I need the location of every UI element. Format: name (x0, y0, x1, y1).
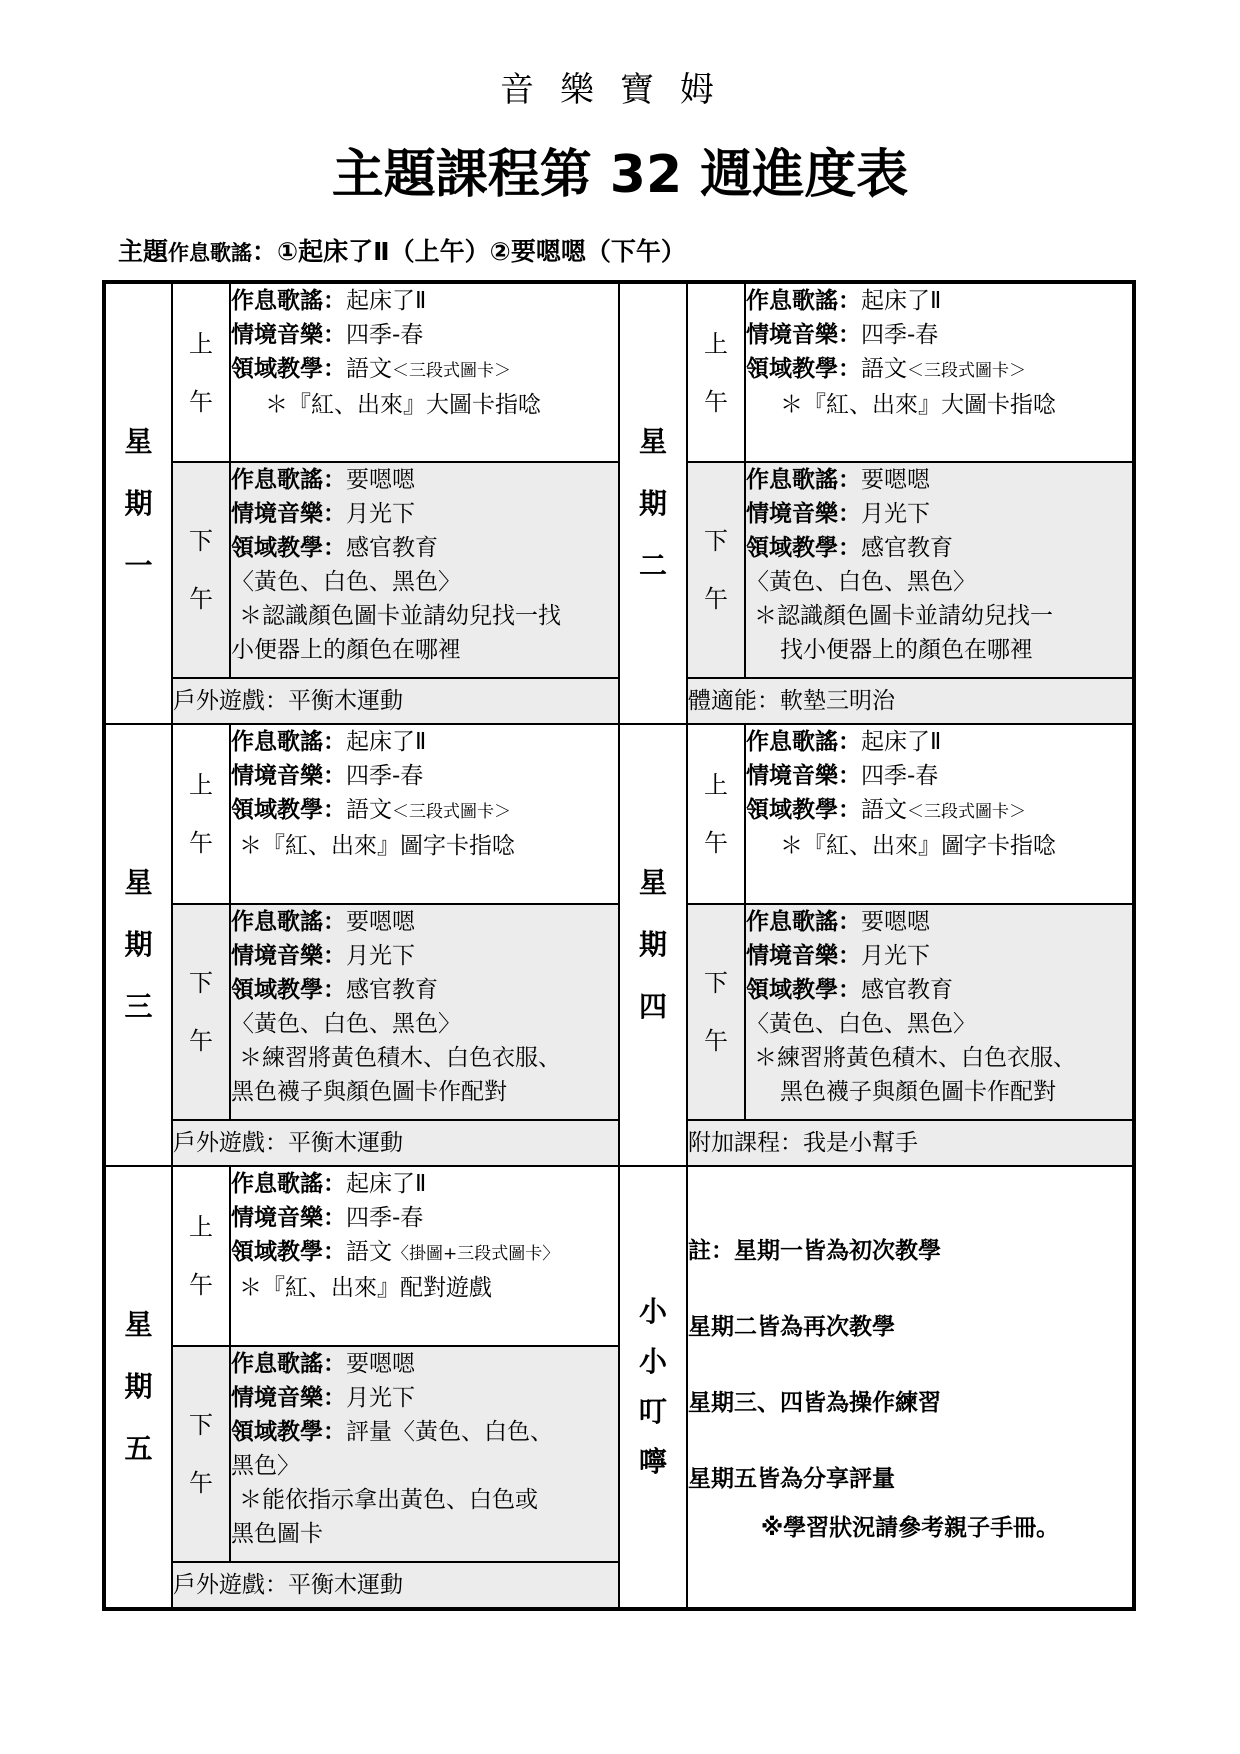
organization-name: 音樂寶姆 (500, 70, 740, 110)
friday-extra-activity: 戶外遊戲：平衡木運動 (172, 1562, 619, 1609)
note-line: 星期二皆為再次教學 (688, 1314, 895, 1340)
friday-pm-content: 作息歌謠：要嗯嗯 情境音樂：月光下 領域教學：評量〈黃色、白色、 黑色〉 ＊能依指示拿出黃色、白色或 黑色圖卡 (230, 1346, 619, 1562)
monday-am-content: 作息歌謠：起床了Ⅱ 情境音樂：四季-春 領域教學：語文＜三段式圖卡＞ ＊『紅、出來』大圖卡指唸 (230, 282, 619, 462)
tuesday-extra-activity: 體適能：軟墊三明治 (687, 678, 1134, 724)
monday-extra-activity: 戶外遊戲：平衡木運動 (172, 678, 619, 724)
wednesday-pm-content: 作息歌謠：要嗯嗯 情境音樂：月光下 領域教學：感官教育 〈黃色、白色、黑色〉 ＊練習將黃色積木、白色衣服、 黑色襪子與顏色圖卡作配對 (230, 904, 619, 1120)
schedule-table (102, 280, 1136, 1611)
thursday-am-content: 作息歌謠：起床了Ⅱ 情境音樂：四季-春 領域教學：語文＜三段式圖卡＞ ＊『紅、出來』圖字卡指唸 (745, 724, 1134, 904)
note-line: 註：星期一皆為初次教學 (688, 1238, 941, 1264)
pm-label: 下 午 (687, 904, 745, 1120)
day-monday: 星 期 一 (104, 282, 172, 724)
theme-label: 主題 (118, 237, 169, 266)
day-wednesday: 星 期 三 (104, 724, 172, 1166)
thursday-extra-activity: 附加課程：我是小幫手 (687, 1120, 1134, 1166)
thursday-pm-content: 作息歌謠：要嗯嗯 情境音樂：月光下 領域教學：感官教育 〈黃色、白色、黑色〉 ＊練習將黃色積木、白色衣服、 黑色襪子與顏色圖卡作配對 (745, 904, 1134, 1120)
friday-am-content: 作息歌謠：起床了Ⅱ 情境音樂：四季-春 領域教學：語文〈掛圖+三段式圖卡〉 ＊『紅、出來』配對遊戲 (230, 1166, 619, 1346)
monday-pm-content: 作息歌謠：要嗯嗯 情境音樂：月光下 領域教學：感官教育 〈黃色、白色、黑色〉 ＊認識顏色圖卡並請幼兒找一找 小便器上的顏色在哪裡 (230, 462, 619, 678)
wednesday-am-content: 作息歌謠：起床了Ⅱ 情境音樂：四季-春 領域教學：語文＜三段式圖卡＞ ＊『紅、出來』圖字卡指唸 (230, 724, 619, 904)
am-label: 上 午 (172, 282, 230, 462)
day-thursday: 星 期 四 (619, 724, 687, 1166)
theme-sub: 作息歌謠 (168, 241, 253, 265)
reminder-notes (687, 1166, 1134, 1609)
theme-songs: ：①起床了Ⅱ（上午）②要嗯嗯（下午） (252, 237, 686, 266)
page-title: 主題課程第 32 週進度表 (331, 145, 909, 205)
am-label: 上 午 (172, 1166, 230, 1346)
note-line: 星期五皆為分享評量 (688, 1466, 895, 1492)
pm-label: 下 午 (172, 1346, 230, 1562)
pm-label: 下 午 (172, 462, 230, 678)
note-line: 星期三、四皆為操作練習 (688, 1390, 941, 1416)
am-label: 上 午 (687, 282, 745, 462)
am-label: 上 午 (687, 724, 745, 904)
wednesday-extra-activity: 戶外遊戲：平衡木運動 (172, 1120, 619, 1166)
day-tuesday: 星 期 二 (619, 282, 687, 724)
reference-note: ※學習狀況請參考親子手冊。 (760, 1515, 1060, 1541)
day-friday: 星 期 五 (104, 1166, 172, 1609)
tuesday-pm-content: 作息歌謠：要嗯嗯 情境音樂：月光下 領域教學：感官教育 〈黃色、白色、黑色〉 ＊認識顏色圖卡並請幼兒找一 找小便器上的顏色在哪裡 (745, 462, 1134, 678)
reminder-title: 小 小 叮 嚀 (619, 1166, 687, 1609)
pm-label: 下 午 (687, 462, 745, 678)
tuesday-am-content: 作息歌謠：起床了Ⅱ 情境音樂：四季-春 領域教學：語文＜三段式圖卡＞ ＊『紅、出來』大圖卡指唸 (745, 282, 1134, 462)
pm-label: 下 午 (172, 904, 230, 1120)
am-label: 上 午 (172, 724, 230, 904)
theme-line (118, 232, 686, 268)
